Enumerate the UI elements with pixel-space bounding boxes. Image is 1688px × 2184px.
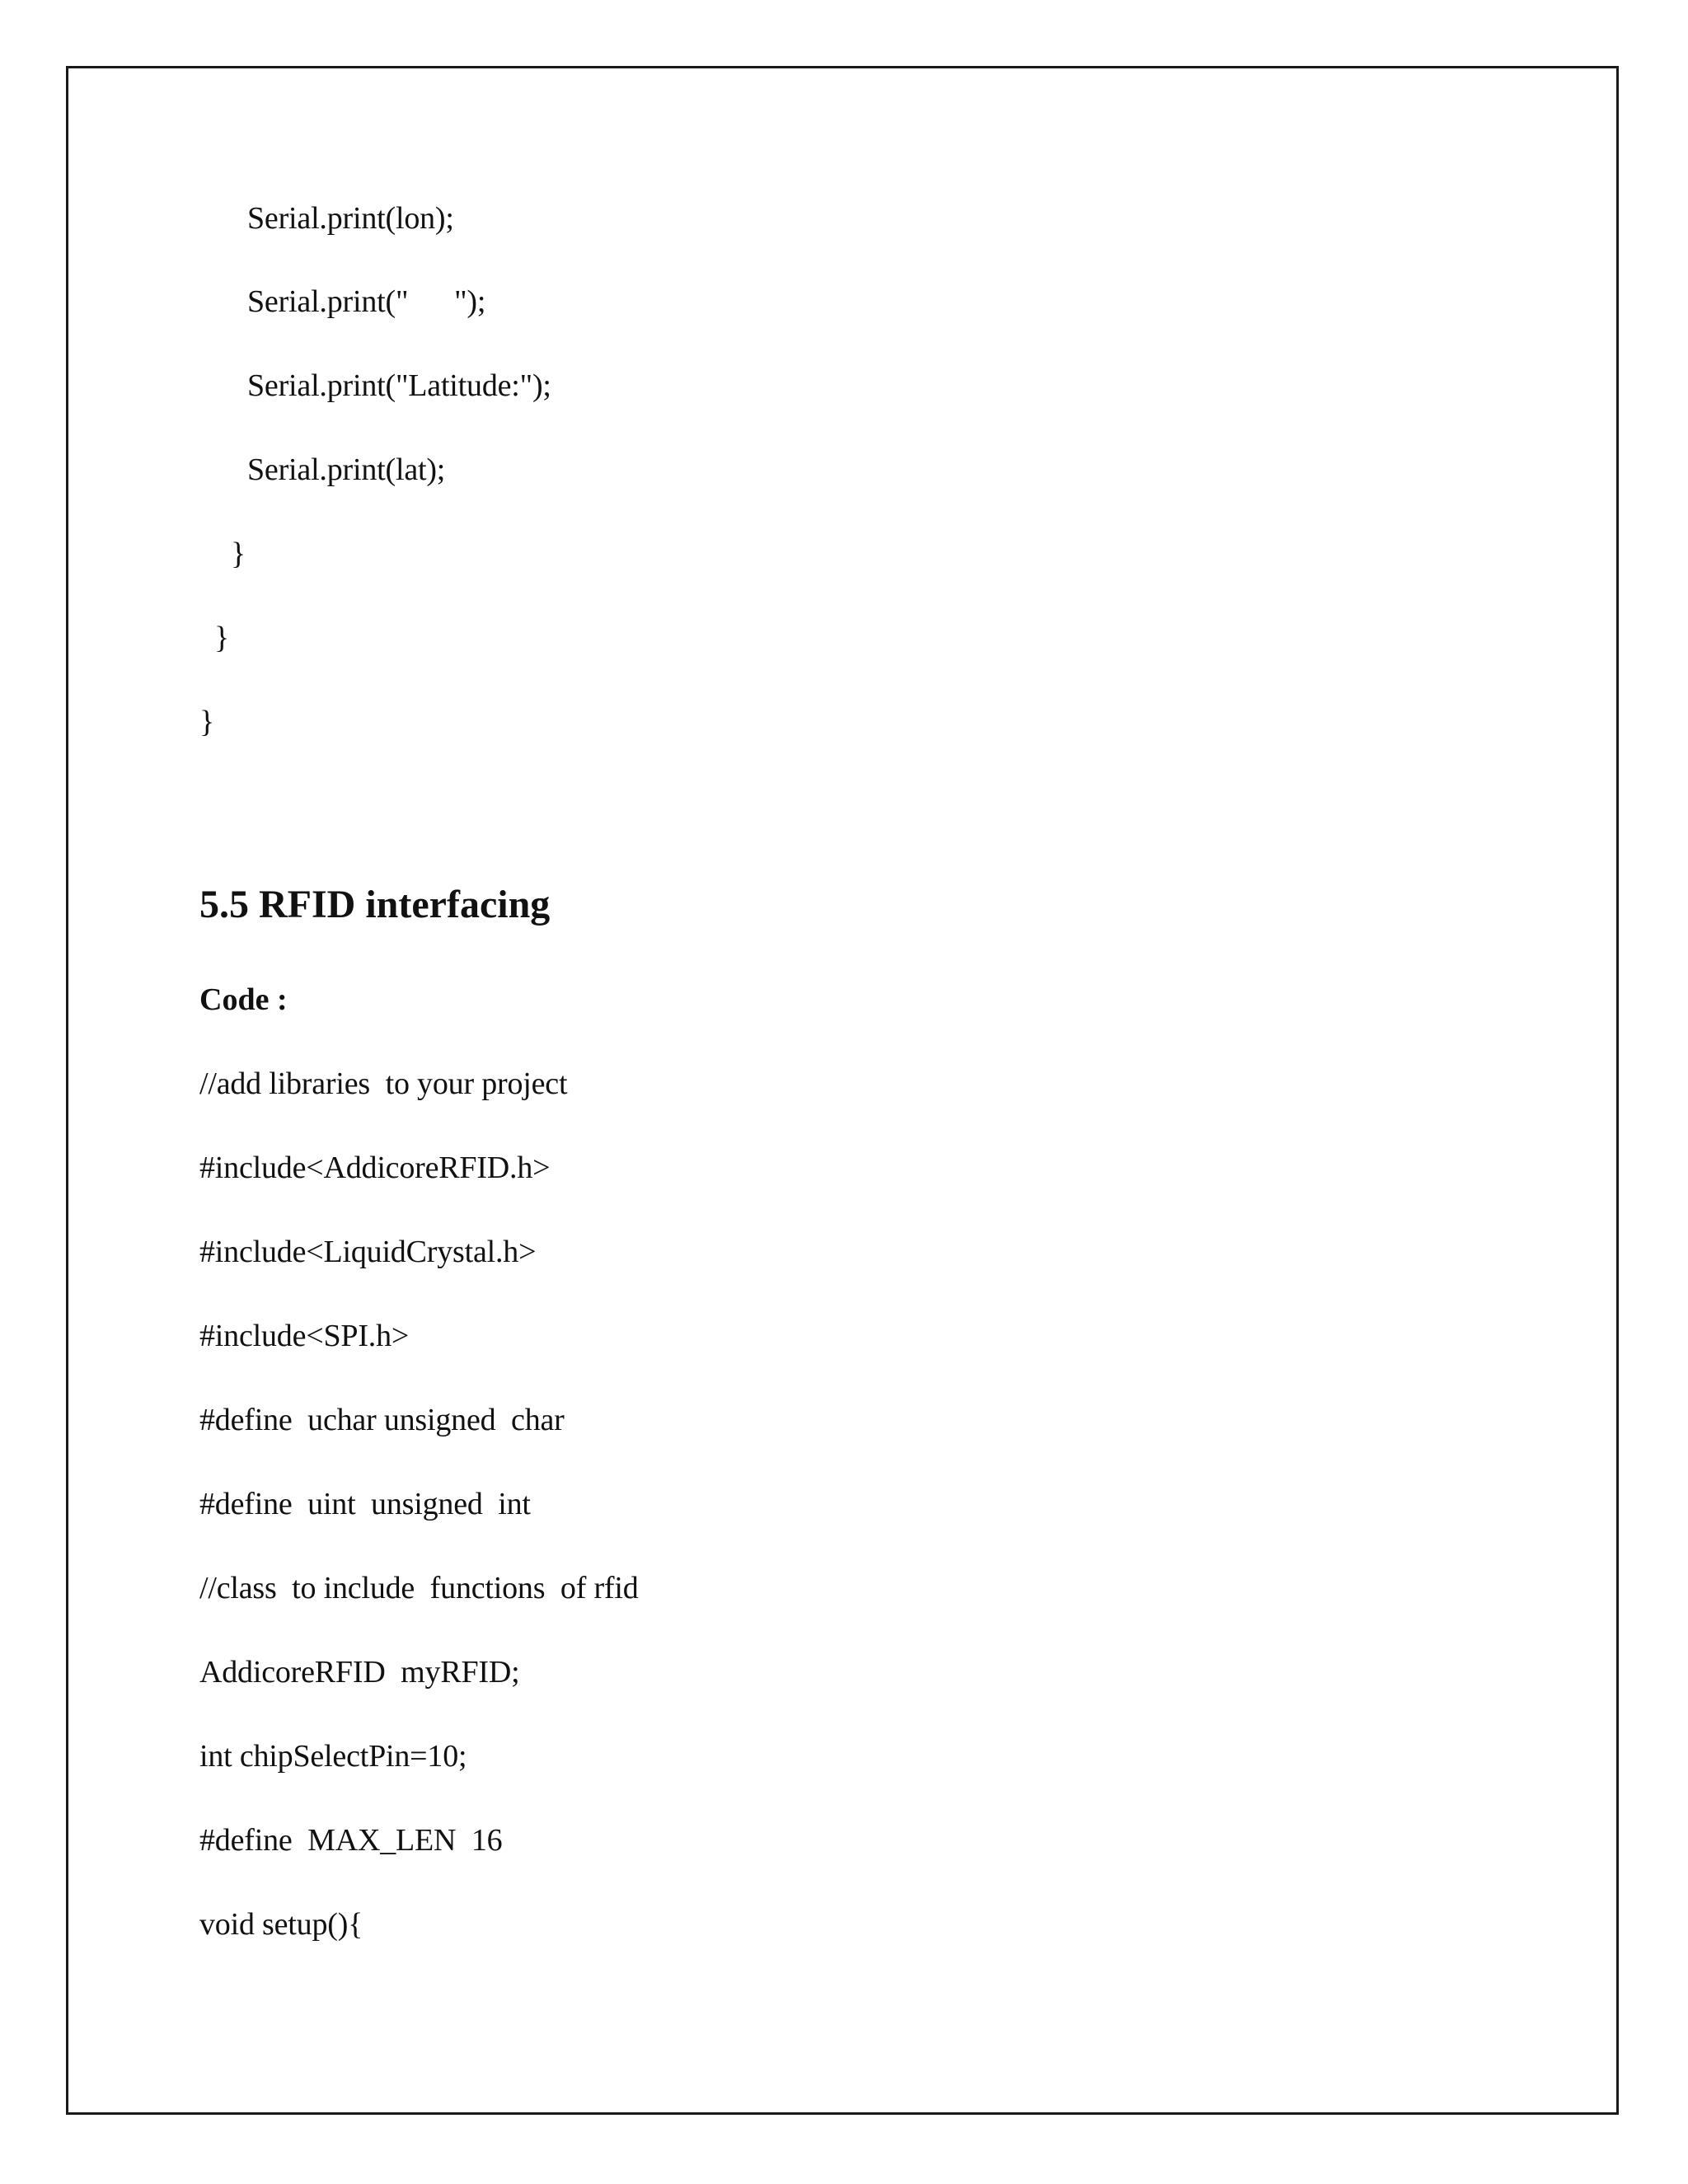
- code-line: //class to include functions of rfid: [199, 1571, 639, 1605]
- code-line: #define uint unsigned int: [199, 1487, 531, 1521]
- code-line: #define uchar unsigned char: [199, 1403, 565, 1437]
- code-line: }: [231, 537, 246, 571]
- section-heading: 5.5 RFID interfacing: [199, 883, 551, 926]
- code-line: #define MAX_LEN 16: [199, 1823, 503, 1858]
- code-line: int chipSelectPin=10;: [199, 1739, 467, 1774]
- code-line: //add libraries to your project: [199, 1066, 568, 1101]
- code-line: #include<AddicoreRFID.h>: [199, 1151, 551, 1185]
- code-line: #include<LiquidCrystal.h>: [199, 1235, 537, 1269]
- code-line: }: [214, 621, 230, 655]
- code-line: }: [199, 705, 215, 739]
- code-line: void setup(){: [199, 1907, 363, 1942]
- code-line: #include<SPI.h>: [199, 1319, 410, 1353]
- code-line: AddicoreRFID myRFID;: [199, 1655, 520, 1690]
- code-line: Serial.print(lat);: [247, 452, 446, 487]
- code-line: Serial.print(" ");: [247, 284, 486, 319]
- code-line: Serial.print("Latitude:");: [247, 368, 551, 403]
- code-line: Serial.print(lon);: [247, 201, 454, 236]
- code-label: Code :: [199, 982, 288, 1017]
